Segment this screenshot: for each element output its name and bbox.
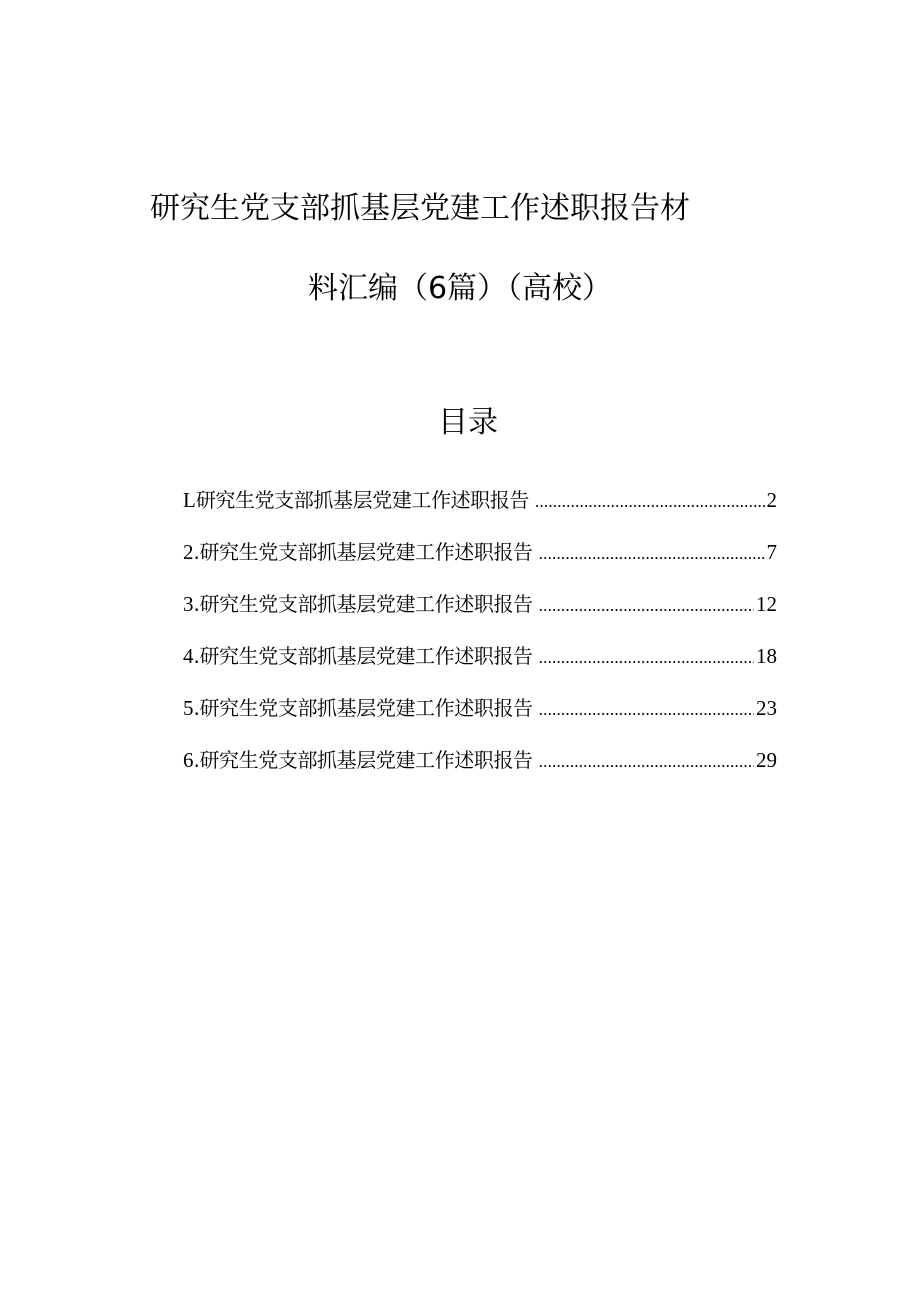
toc-entry-title: .研究生党支部抓基层党建工作述职报告	[193, 696, 533, 720]
toc-entry-title: .研究生党支部抓基层党建工作述职报告	[193, 748, 533, 772]
toc-dot-leader	[539, 742, 754, 782]
toc-entry-page: 12	[756, 592, 777, 616]
toc-dot-leader	[539, 534, 765, 574]
toc-entry[interactable]	[183, 682, 777, 734]
table-of-contents	[183, 474, 777, 786]
toc-entry-page: 7	[766, 540, 777, 564]
toc-heading: 目录	[438, 405, 498, 440]
toc-dot-leader	[539, 690, 754, 730]
toc-entry-title: .研究生党支部抓基层党建工作述职报告	[193, 540, 533, 564]
toc-entry-title: 研究生党支部抓基层党建工作述职报告	[195, 488, 530, 512]
toc-entry[interactable]	[183, 630, 777, 682]
toc-entry-title: .研究生党支部抓基层党建工作述职报告	[193, 592, 533, 616]
toc-entry-number: 5	[183, 696, 194, 720]
toc-entry[interactable]	[183, 578, 777, 630]
document-title-line-1: 研究生党支部抓基层党建工作述职报告材	[150, 191, 690, 226]
toc-entry-page: 23	[756, 696, 777, 720]
toc-entry-page: 18	[756, 644, 777, 668]
toc-entry-number: 4	[183, 644, 194, 668]
toc-entry-number: 2	[183, 540, 194, 564]
toc-entry-title: .研究生党支部抓基层党建工作述职报告	[193, 644, 533, 668]
toc-entry-number: 6	[183, 748, 194, 772]
toc-entry-number: L	[183, 488, 196, 512]
toc-dot-leader	[535, 482, 764, 522]
toc-entry[interactable]	[183, 734, 777, 786]
toc-dot-leader	[539, 586, 754, 626]
toc-dot-leader	[539, 638, 754, 678]
toc-entry-page: 2	[766, 488, 777, 512]
toc-entry-page: 29	[756, 748, 777, 772]
toc-entry[interactable]	[183, 474, 777, 526]
toc-entry[interactable]	[183, 526, 777, 578]
document-title-line-2: 料汇编（6篇）（高校）	[307, 271, 613, 306]
toc-entry-number: 3	[183, 592, 194, 616]
